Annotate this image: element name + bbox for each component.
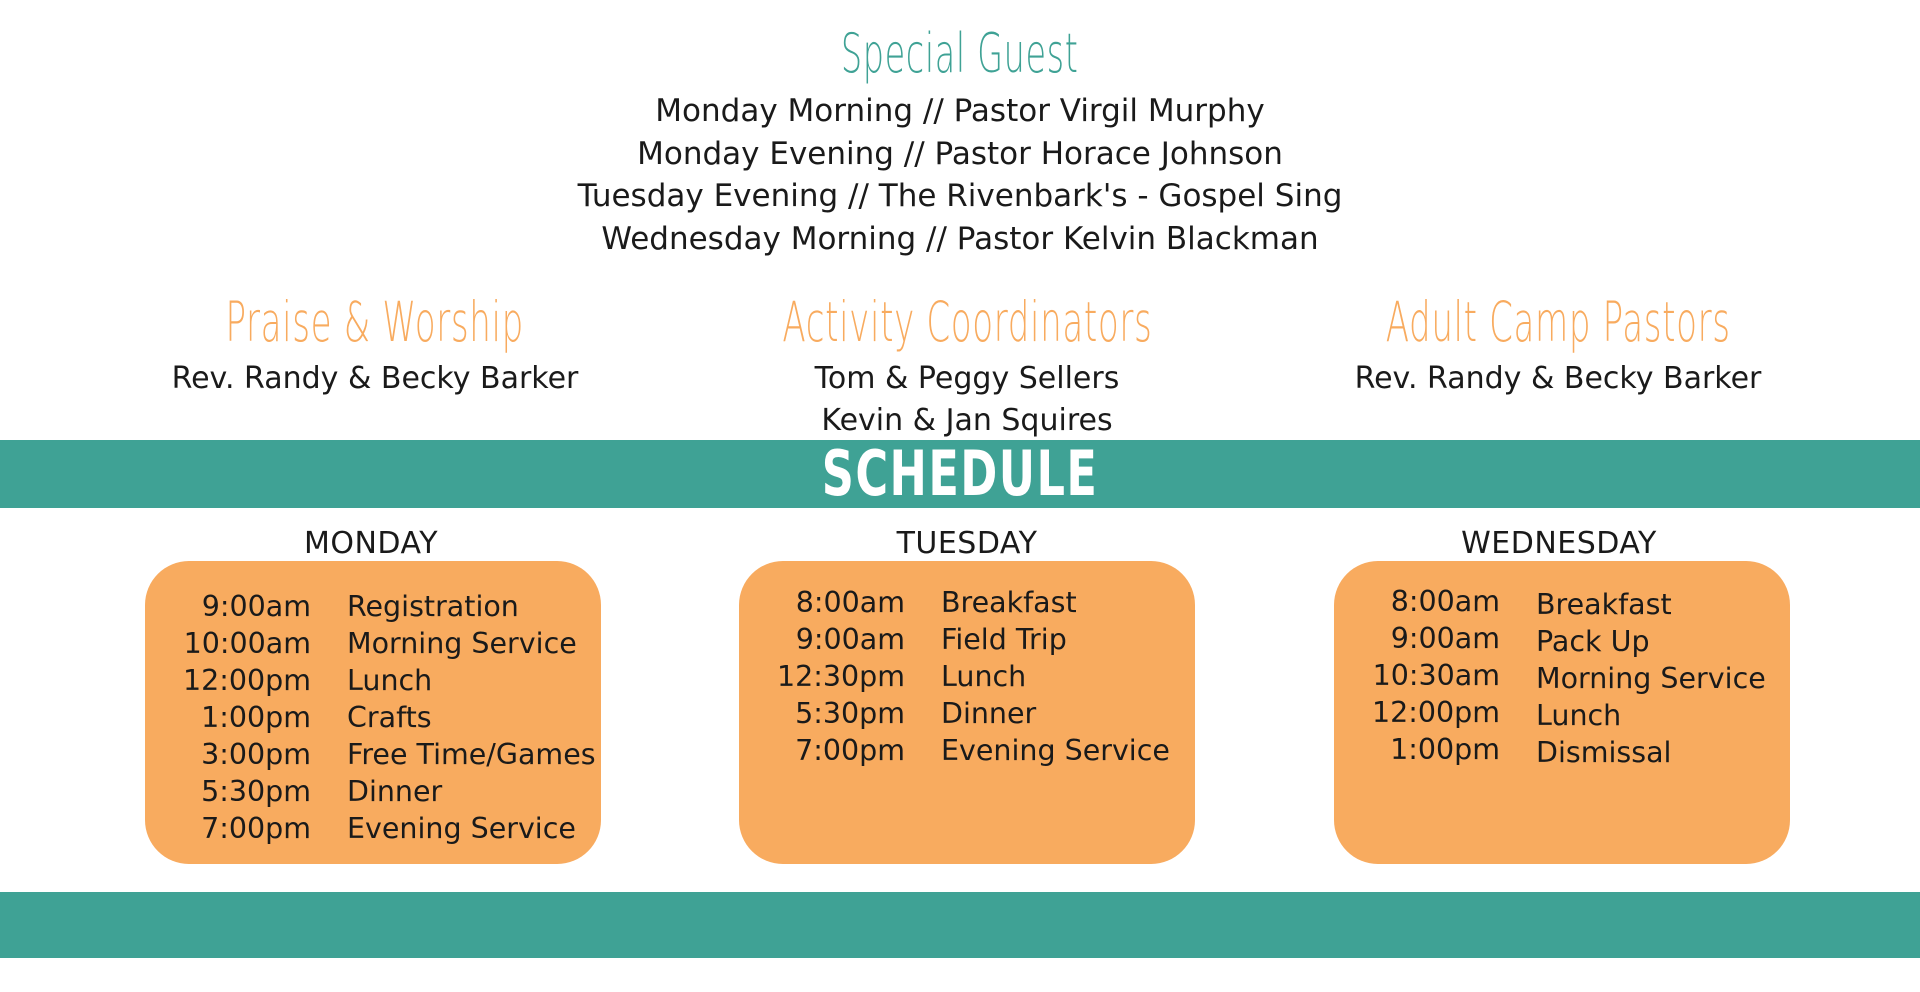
schedule-event: Dismissal: [1536, 736, 1672, 769]
schedule-time: 1:00pm: [201, 701, 311, 734]
schedule-time: 5:30pm: [795, 697, 905, 730]
schedule-row: [739, 584, 1195, 621]
schedule-time: 7:00pm: [795, 734, 905, 767]
schedule-time: 10:30am: [1372, 659, 1500, 692]
guest-line: Tuesday Evening // The Rivenbark's - Gospel Sing: [577, 178, 1343, 214]
footer-band: [0, 892, 1920, 958]
schedule-time: 10:00am: [183, 627, 311, 660]
schedule-row: [739, 621, 1195, 658]
schedule-time: 1:00pm: [1390, 733, 1500, 766]
schedule-event: Morning Service: [347, 627, 577, 660]
role-name: Rev. Randy & Becky Barker: [1354, 361, 1762, 396]
schedule-event: Breakfast: [941, 586, 1077, 619]
schedule-time: 12:30pm: [777, 660, 905, 693]
schedule-row: [145, 810, 601, 847]
schedule-row: [145, 662, 601, 699]
schedule-row: [739, 732, 1195, 769]
schedule-row: [1334, 694, 1790, 731]
schedule-event: Free Time/Games: [347, 738, 596, 771]
role-adult-camp-pastors: [1238, 286, 1878, 400]
schedule-event: Crafts: [347, 701, 432, 734]
schedule-row: [1334, 583, 1790, 620]
schedule-row: [145, 736, 601, 773]
schedule-event: Pack Up: [1536, 625, 1650, 658]
schedule-event: Lunch: [941, 660, 1027, 693]
schedule-event: Registration: [347, 590, 519, 623]
role-name: Kevin & Jan Squires: [821, 403, 1113, 438]
schedule-event: Lunch: [347, 664, 433, 697]
schedule-event: Dinner: [941, 697, 1037, 730]
role-name: Tom & Peggy Sellers: [814, 361, 1120, 396]
schedule-event: Dinner: [347, 775, 443, 808]
schedule-row: [1334, 620, 1790, 657]
role-name: Rev. Randy & Becky Barker: [171, 361, 579, 396]
role-activity-coordinators: [647, 286, 1287, 442]
schedule-time: 8:00am: [795, 586, 905, 619]
schedule-event: Evening Service: [941, 734, 1170, 767]
role-title: Praise & Worship: [225, 290, 525, 354]
schedule-event: Evening Service: [347, 812, 576, 845]
schedule-row: [739, 695, 1195, 732]
day-box-wednesday: [1334, 561, 1790, 864]
day-box-monday: [145, 561, 601, 864]
role-title: Activity Coordinators: [781, 290, 1152, 354]
schedule-time: 9:00am: [795, 623, 905, 656]
role-praise-worship: [55, 286, 695, 400]
schedule-row: [145, 773, 601, 810]
special-guest-title: Special Guest: [841, 22, 1079, 85]
schedule-event: Breakfast: [1536, 588, 1672, 621]
day-label-tuesday: TUESDAY: [896, 526, 1038, 561]
schedule-row: [1334, 657, 1790, 694]
schedule-row: [145, 588, 601, 625]
schedule-time: 7:00pm: [201, 812, 311, 845]
schedule-row: [739, 658, 1195, 695]
schedule-time: 8:00am: [1390, 585, 1500, 618]
schedule-time: 3:00pm: [201, 738, 311, 771]
schedule-row: [145, 625, 601, 662]
schedule-title: SCHEDULE: [821, 437, 1099, 510]
day-label-wednesday: WEDNESDAY: [1461, 526, 1657, 561]
guest-line: Wednesday Morning // Pastor Kelvin Blackman: [601, 220, 1319, 257]
schedule-event: Morning Service: [1536, 662, 1766, 695]
schedule-time: 9:00am: [1390, 622, 1500, 655]
special-guest-section: [0, 18, 1920, 260]
schedule-time: 9:00am: [201, 590, 311, 623]
role-title: Adult Camp Pastors: [1385, 290, 1731, 354]
schedule-row: [1334, 731, 1790, 768]
day-label-monday: MONDAY: [303, 526, 439, 561]
schedule-event: Lunch: [1536, 699, 1622, 732]
schedule-event: Field Trip: [941, 623, 1067, 656]
schedule-time: 12:00pm: [183, 664, 311, 697]
day-box-tuesday: [739, 561, 1195, 864]
schedule-time: 12:00pm: [1372, 696, 1500, 729]
schedule-time: 5:30pm: [201, 775, 311, 808]
guest-line: Monday Morning // Pastor Virgil Murphy: [655, 93, 1265, 129]
schedule-row: [145, 699, 601, 736]
schedule-banner: [0, 437, 1920, 510]
guest-line: Monday Evening // Pastor Horace Johnson: [637, 135, 1283, 172]
